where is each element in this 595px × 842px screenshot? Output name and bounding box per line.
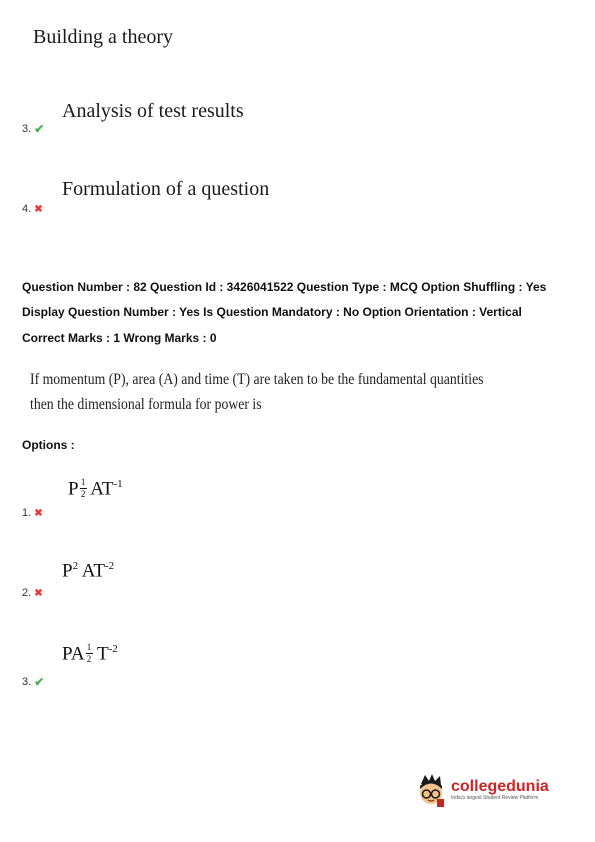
previous-option-text: Formulation of a question bbox=[62, 178, 270, 200]
cross-icon: ✖ bbox=[34, 203, 43, 215]
option-number bbox=[22, 507, 43, 519]
previous-option-text: Analysis of test results bbox=[62, 100, 244, 122]
logo-tagline: India's largest Student Review Platform bbox=[451, 794, 539, 801]
fraction-denominator: 2 bbox=[86, 654, 92, 665]
formula-exponent: -1 bbox=[113, 478, 123, 490]
option-number-label: 4. bbox=[22, 203, 32, 215]
formula-base: P bbox=[62, 560, 73, 582]
fraction-numerator: 1 bbox=[86, 642, 92, 653]
formula-exponent: -2 bbox=[108, 643, 118, 655]
option-number bbox=[22, 587, 43, 599]
fraction-exponent bbox=[86, 643, 93, 664]
formula-base: T bbox=[92, 643, 109, 665]
question-meta-line: Correct Marks : 1 Wrong Marks : 0 bbox=[22, 331, 217, 345]
formula-base: P bbox=[68, 478, 79, 500]
question-text-line: If momentum (P), area (A) and time (T) are taken to be the fundamental quantities bbox=[30, 371, 484, 388]
previous-option-text: Building a theory bbox=[33, 26, 173, 48]
option-formula bbox=[62, 643, 118, 665]
check-icon: ✔ bbox=[34, 675, 45, 689]
option-number-label: 2. bbox=[22, 587, 32, 599]
question-meta-line: Question Number : 82 Question Id : 3426041522 Question Type : MCQ Option Shuffling : Yes bbox=[22, 280, 547, 294]
student-mascot-icon bbox=[415, 772, 447, 808]
option-number bbox=[22, 203, 43, 215]
option-number-label: 3. bbox=[22, 676, 32, 688]
check-icon: ✔ bbox=[34, 122, 45, 136]
formula-base: PA bbox=[62, 643, 85, 665]
question-meta-line: Display Question Number : Yes Is Question Mandatory : No Option Orientation : Vertical bbox=[22, 305, 522, 319]
fraction-exponent bbox=[80, 478, 87, 499]
option-number bbox=[22, 122, 44, 136]
collegedunia-logo bbox=[415, 772, 549, 808]
fraction-denominator: 2 bbox=[80, 489, 86, 500]
formula-base: AT bbox=[78, 560, 106, 582]
cross-icon: ✖ bbox=[34, 587, 43, 599]
formula-base: AT bbox=[86, 478, 114, 500]
option-number-label: 1. bbox=[22, 507, 32, 519]
option-formula bbox=[68, 478, 123, 500]
formula-exponent: -2 bbox=[105, 560, 115, 572]
options-label: Options : bbox=[22, 438, 75, 452]
formula-exponent: 2 bbox=[72, 560, 79, 572]
logo-wordmark: collegedunia bbox=[451, 777, 549, 795]
fraction-numerator: 1 bbox=[80, 477, 86, 488]
cross-icon: ✖ bbox=[34, 507, 43, 519]
option-number bbox=[22, 675, 44, 689]
question-text-line: then the dimensional formula for power is bbox=[30, 396, 262, 413]
option-number-label: 3. bbox=[22, 123, 32, 135]
option-formula bbox=[62, 560, 114, 582]
